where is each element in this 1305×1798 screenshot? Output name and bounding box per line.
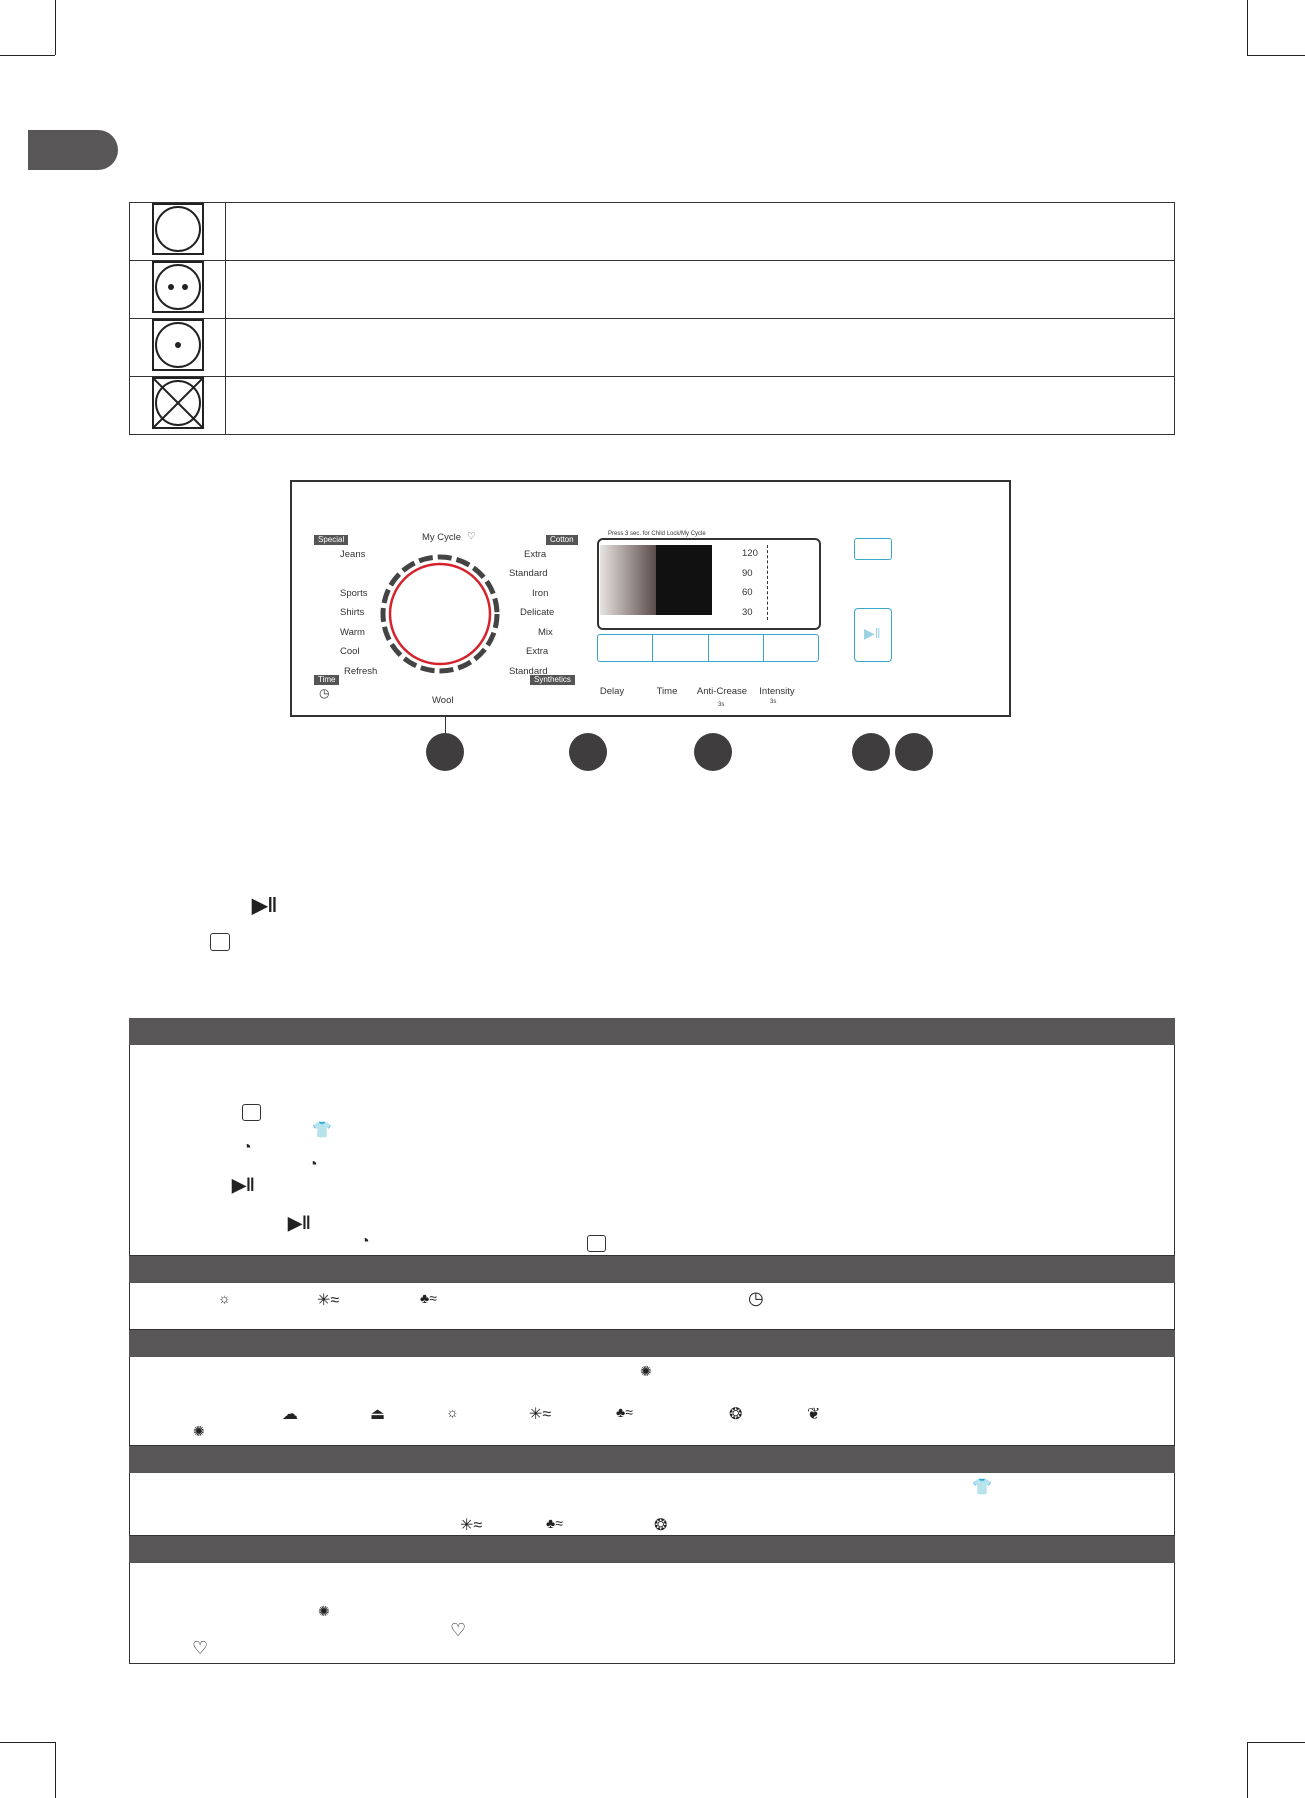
intensity-icon: ✺ xyxy=(640,1363,652,1379)
timer-icon: ◷ xyxy=(319,686,330,700)
power-icon xyxy=(210,933,230,951)
program-delicate[interactable]: Delicate xyxy=(520,607,555,618)
callout-4 xyxy=(852,733,890,771)
section-header xyxy=(129,1018,1175,1045)
display-divider xyxy=(767,545,768,620)
power-icon xyxy=(242,1104,261,1121)
time-label: Time xyxy=(656,686,678,697)
refresh-icon: ♣≈ xyxy=(616,1404,633,1420)
callout-5 xyxy=(895,733,933,771)
table-row xyxy=(130,377,1175,435)
anti-crease-icon: 👕 xyxy=(312,1122,332,1139)
anti-crease-label: Anti-Crease xyxy=(696,686,748,697)
callout-1 xyxy=(426,733,464,771)
section-body xyxy=(129,1473,1175,1536)
program-sports[interactable]: Sports xyxy=(340,588,368,599)
crop-mark xyxy=(0,1742,55,1743)
function-button-row xyxy=(597,634,819,662)
iron-icon: ⏏ xyxy=(370,1406,386,1423)
cool-icon: ✳≈ xyxy=(529,1406,552,1423)
crop-mark xyxy=(1247,1742,1305,1743)
program-cotton-extra[interactable]: Extra xyxy=(524,549,547,560)
program-synthetics-extra[interactable]: Extra xyxy=(526,646,549,657)
cotton-icon: ☁ xyxy=(282,1406,298,1423)
program-cool[interactable]: Cool xyxy=(340,646,360,657)
power-button[interactable] xyxy=(854,538,892,560)
section-header xyxy=(129,1256,1175,1283)
intensity-label: Intensity xyxy=(759,686,795,697)
callout-2 xyxy=(569,733,607,771)
program-jeans[interactable]: Jeans xyxy=(340,549,366,560)
table-row xyxy=(130,203,1175,261)
play-pause-icon: ▶‖ xyxy=(232,1175,255,1195)
section-body xyxy=(129,1563,1175,1664)
group-special: Special xyxy=(314,535,348,545)
intensity-icon: ✺ xyxy=(318,1603,330,1619)
drying-symbol-table xyxy=(129,202,1175,435)
delay-icon: ◔ xyxy=(308,1156,318,1173)
program-shirts[interactable]: Shirts xyxy=(340,607,365,618)
intensity-icon: ✺ xyxy=(193,1423,205,1439)
delay-icon: ◔ xyxy=(242,1139,252,1156)
delay-button[interactable] xyxy=(598,635,653,661)
play-pause-icon: ▶‖ xyxy=(252,895,278,917)
play-pause-icon: ▶‖ xyxy=(864,625,881,641)
control-panel xyxy=(290,480,1011,717)
section-header xyxy=(129,1446,1175,1473)
warm-icon: ☼ xyxy=(446,1404,459,1420)
group-cotton: Cotton xyxy=(546,535,578,545)
feather-icon: ❦ xyxy=(807,1406,821,1423)
delay-label: Delay xyxy=(599,686,625,697)
crop-mark xyxy=(0,55,55,56)
refresh-icon: ♣≈ xyxy=(546,1515,563,1531)
intensity-note: 3s xyxy=(770,699,777,705)
crop-mark xyxy=(55,0,56,55)
program-cotton-standard[interactable]: Standard xyxy=(509,568,548,579)
cool-icon: ✳≈ xyxy=(460,1517,483,1534)
time-button[interactable] xyxy=(653,635,708,661)
crop-mark xyxy=(55,1742,56,1798)
section-header xyxy=(129,1536,1175,1563)
section-body xyxy=(129,1045,1175,1256)
play-pause-icon: ▶‖ xyxy=(288,1213,311,1233)
intensity-button[interactable] xyxy=(764,635,818,661)
wool-icon: ❂ xyxy=(654,1517,668,1534)
group-synthetics: Synthetics xyxy=(530,675,575,685)
group-time: Time xyxy=(314,675,339,685)
tumble-dry-icon xyxy=(152,203,204,255)
program-mix[interactable]: Mix xyxy=(538,627,553,638)
time-indicator-90: 90 xyxy=(742,568,753,579)
program-refresh[interactable]: Refresh xyxy=(344,666,378,677)
time-indicator-120: 120 xyxy=(742,548,758,559)
warm-icon: ☼ xyxy=(218,1290,231,1306)
table-row xyxy=(130,261,1175,319)
program-iron[interactable]: Iron xyxy=(532,588,549,599)
section-header xyxy=(129,1330,1175,1357)
refresh-icon: ♣≈ xyxy=(420,1290,437,1306)
power-icon xyxy=(587,1235,606,1252)
program-synthetics-standard[interactable]: Standard xyxy=(509,666,548,677)
cool-icon: ✳≈ xyxy=(317,1292,340,1309)
section-body xyxy=(129,1283,1175,1330)
tumble-dry-low-icon xyxy=(152,319,204,371)
anti-crease-icon: 👕 xyxy=(972,1479,992,1496)
language-tab xyxy=(28,130,118,170)
callout-3 xyxy=(694,733,732,771)
table-row xyxy=(130,319,1175,377)
program-warm[interactable]: Warm xyxy=(340,627,365,638)
combo-note: 3s xyxy=(718,702,725,708)
timer-icon: ◷ xyxy=(748,1288,764,1308)
program-dial[interactable] xyxy=(380,554,500,674)
crop-mark xyxy=(1247,0,1248,55)
tumble-dry-high-icon xyxy=(152,261,204,313)
lcd-screen xyxy=(600,545,712,615)
crop-mark xyxy=(1247,55,1305,56)
delay-icon: ◔ xyxy=(360,1233,370,1250)
heart-icon: ♡ xyxy=(450,1620,467,1640)
time-indicator-60: 60 xyxy=(742,587,753,598)
dial-top-label: My Cycle xyxy=(422,532,462,543)
child-lock-hint: Press 3 sec. for Child Lock/My Cycle xyxy=(608,531,706,537)
heart-icon: ♡ xyxy=(467,531,476,542)
wool-icon: ❂ xyxy=(729,1406,743,1423)
anti-crease-button[interactable] xyxy=(709,635,764,661)
time-indicator-30: 30 xyxy=(742,607,753,618)
heart-icon: ♡ xyxy=(192,1638,209,1658)
do-not-tumble-dry-icon xyxy=(152,377,204,429)
dial-bottom-label: Wool xyxy=(432,695,454,706)
section-body xyxy=(129,1357,1175,1446)
crop-mark xyxy=(1247,1742,1248,1798)
